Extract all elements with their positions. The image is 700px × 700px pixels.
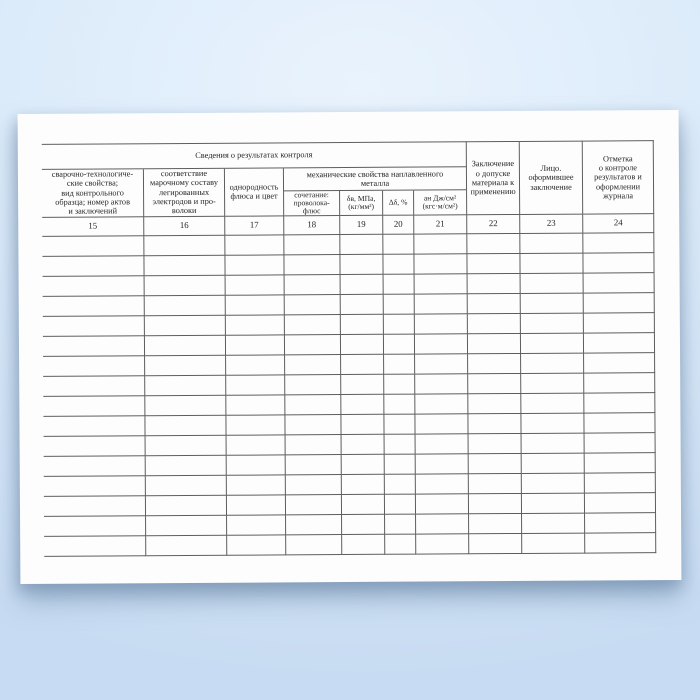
empty-cell xyxy=(43,356,145,377)
empty-cell xyxy=(384,334,415,354)
empty-cell xyxy=(584,393,655,413)
empty-cell xyxy=(415,354,468,374)
empty-cell xyxy=(226,315,285,335)
empty-cell xyxy=(145,295,226,315)
empty-cell xyxy=(341,275,384,295)
empty-cell xyxy=(521,353,584,373)
empty-cell xyxy=(285,395,341,415)
empty-cell xyxy=(415,294,468,314)
empty-cell xyxy=(226,395,285,415)
empty-cell xyxy=(414,254,467,274)
column-header-21: ан Дж/см² (кгс·м/см²) xyxy=(414,190,467,215)
empty-cell xyxy=(584,413,655,433)
empty-cell xyxy=(469,514,522,534)
empty-cell xyxy=(286,495,342,515)
section-header-cell: Сведения о результатах контроля xyxy=(42,141,467,170)
empty-cell xyxy=(341,315,384,335)
empty-cell xyxy=(285,315,341,335)
empty-cell xyxy=(468,374,521,394)
empty-cell xyxy=(146,515,227,535)
column-number-19: 19 xyxy=(340,216,383,235)
empty-cell xyxy=(521,413,584,433)
column-number-22: 22 xyxy=(467,215,520,234)
empty-cell xyxy=(522,533,585,553)
empty-cell xyxy=(44,496,146,517)
empty-cell xyxy=(146,455,227,475)
empty-cell xyxy=(341,335,384,355)
empty-cell xyxy=(415,274,468,294)
empty-cell xyxy=(227,515,286,535)
empty-cell xyxy=(521,393,584,413)
empty-cell xyxy=(286,515,342,535)
empty-cell xyxy=(145,335,226,355)
empty-cell xyxy=(146,495,227,515)
empty-cell xyxy=(226,275,285,295)
empty-cell xyxy=(383,234,414,254)
empty-cell xyxy=(522,473,585,493)
empty-cell xyxy=(227,435,286,455)
column-header-20: Δδ, % xyxy=(383,191,414,216)
empty-cell xyxy=(225,235,284,255)
empty-cell xyxy=(468,274,521,294)
empty-cell xyxy=(583,253,654,273)
empty-cell xyxy=(286,475,342,495)
empty-cell xyxy=(44,456,146,477)
empty-cell xyxy=(43,276,145,297)
journal-page xyxy=(18,110,682,584)
empty-cell xyxy=(583,233,654,253)
column-number-23: 23 xyxy=(520,214,583,233)
empty-cell xyxy=(146,435,227,455)
column-header-15: сварочно-технологиче- ские свойства; вид контрольного образца; номер актов и заключений xyxy=(42,169,144,217)
empty-cell xyxy=(468,294,521,314)
empty-cell xyxy=(468,334,521,354)
empty-cell xyxy=(44,476,146,497)
column-number-15: 15 xyxy=(42,217,144,237)
empty-cell xyxy=(469,474,522,494)
column-number-18: 18 xyxy=(284,216,340,235)
empty-cell xyxy=(285,355,341,375)
empty-cell xyxy=(43,296,145,317)
empty-cell xyxy=(342,495,385,515)
column-header-24: Отметка о контроле результатов и оформлении журнала xyxy=(583,140,654,214)
empty-cell xyxy=(145,355,226,375)
column-header-16: соответствие марочному составу легированных электродов и про- волоки xyxy=(144,169,225,217)
empty-cell xyxy=(284,235,340,255)
empty-cell xyxy=(144,235,225,255)
empty-cell xyxy=(416,494,469,514)
empty-cell xyxy=(145,395,226,415)
empty-cell xyxy=(384,274,415,294)
section-header-row xyxy=(42,140,654,170)
empty-cell xyxy=(585,453,656,473)
empty-cell xyxy=(342,475,385,495)
empty-cell xyxy=(227,455,286,475)
empty-cell xyxy=(286,435,342,455)
empty-cell xyxy=(43,316,145,337)
empty-cell xyxy=(522,433,585,453)
empty-cell xyxy=(145,315,226,335)
empty-cell xyxy=(584,373,655,393)
empty-cell xyxy=(415,314,468,334)
empty-cell xyxy=(44,536,146,557)
column-header-19: δв, МПа, (кг/мм²) xyxy=(340,191,383,216)
empty-cell xyxy=(522,513,585,533)
empty-cell xyxy=(226,335,285,355)
empty-cell xyxy=(44,516,146,537)
empty-cell xyxy=(416,474,469,494)
empty-cell xyxy=(521,273,584,293)
empty-cell xyxy=(286,455,342,475)
empty-cell xyxy=(146,535,227,555)
empty-cell xyxy=(227,535,286,555)
empty-cell xyxy=(226,355,285,375)
empty-cell xyxy=(384,414,415,434)
empty-cell xyxy=(385,474,416,494)
empty-cell xyxy=(415,394,468,414)
empty-cell xyxy=(415,334,468,354)
empty-cell xyxy=(340,255,383,275)
empty-cell xyxy=(469,454,522,474)
empty-cell xyxy=(146,475,227,495)
empty-cell xyxy=(227,495,286,515)
mech-group-header-cell: механические свойства наплавленного металла xyxy=(284,167,467,191)
control-results-table xyxy=(42,140,657,556)
column-number-21: 21 xyxy=(414,215,467,234)
empty-cell xyxy=(226,375,285,395)
empty-cell xyxy=(286,535,342,555)
empty-cell xyxy=(284,255,340,275)
empty-cell xyxy=(584,353,655,373)
column-number-17: 17 xyxy=(225,216,284,235)
empty-cell xyxy=(227,475,286,495)
empty-cell xyxy=(384,314,415,334)
empty-cell xyxy=(416,514,469,534)
empty-cell xyxy=(341,415,384,435)
empty-cell xyxy=(383,254,414,274)
empty-cell xyxy=(468,354,521,374)
empty-cell xyxy=(585,493,656,513)
empty-cell xyxy=(145,375,226,395)
empty-cell xyxy=(341,295,384,315)
empty-cell xyxy=(469,494,522,514)
empty-cell xyxy=(468,414,521,434)
empty-cell xyxy=(522,453,585,473)
empty-cell xyxy=(521,333,584,353)
empty-cell xyxy=(341,375,384,395)
empty-cell xyxy=(469,434,522,454)
empty-cell xyxy=(467,254,520,274)
empty-cell xyxy=(285,295,341,315)
empty-cell xyxy=(342,455,385,475)
empty-cell xyxy=(585,513,656,533)
empty-cell xyxy=(415,374,468,394)
empty-cell xyxy=(226,295,285,315)
empty-cell xyxy=(285,335,341,355)
empty-cell xyxy=(584,313,655,333)
column-number-24: 24 xyxy=(583,214,654,233)
empty-cell xyxy=(415,414,468,434)
empty-cell xyxy=(584,293,655,313)
empty-cell xyxy=(520,253,583,273)
empty-cell xyxy=(522,493,585,513)
empty-cell xyxy=(42,256,144,277)
empty-cell xyxy=(416,454,469,474)
empty-cell xyxy=(226,415,285,435)
empty-cell xyxy=(384,294,415,314)
empty-cell xyxy=(385,534,416,554)
empty-cell xyxy=(145,275,226,295)
empty-cell xyxy=(340,235,383,255)
column-header-23: Лицо. оформившее заключение xyxy=(520,141,583,215)
empty-cell xyxy=(342,435,385,455)
empty-cell xyxy=(44,436,146,457)
empty-cell xyxy=(144,255,225,275)
empty-cell xyxy=(468,314,521,334)
empty-cell xyxy=(384,374,415,394)
empty-cell xyxy=(520,233,583,253)
empty-cell xyxy=(468,394,521,414)
empty-cell xyxy=(416,534,469,554)
empty-cell xyxy=(385,514,416,534)
empty-cell xyxy=(342,515,385,535)
empty-cell xyxy=(43,376,145,397)
empty-cell xyxy=(521,293,584,313)
empty-cell xyxy=(145,415,226,435)
empty-cell xyxy=(521,313,584,333)
column-header-22: Заключение о допуске материала к применению xyxy=(467,141,520,215)
column-header-17: однородность флюса и цвет xyxy=(225,168,284,216)
empty-cell xyxy=(584,333,655,353)
empty-cell xyxy=(342,535,385,555)
table-row xyxy=(44,533,656,557)
empty-cell xyxy=(385,434,416,454)
empty-cell xyxy=(341,395,384,415)
empty-cell xyxy=(416,434,469,454)
empty-cell xyxy=(225,255,284,275)
empty-cell xyxy=(467,234,520,254)
empty-cell xyxy=(585,433,656,453)
empty-cell xyxy=(43,396,145,417)
empty-cell xyxy=(341,355,384,375)
empty-cell xyxy=(585,473,656,493)
column-number-20: 20 xyxy=(383,215,414,234)
empty-cell xyxy=(43,336,145,357)
empty-cell xyxy=(42,236,144,257)
empty-cell xyxy=(385,494,416,514)
empty-cell xyxy=(469,534,522,554)
column-header-18: сочетание: проволока- флюс xyxy=(284,191,340,216)
empty-cell xyxy=(385,454,416,474)
column-number-16: 16 xyxy=(144,216,225,235)
empty-cell xyxy=(414,234,467,254)
empty-cell xyxy=(384,394,415,414)
empty-cell xyxy=(584,273,655,293)
empty-cell xyxy=(285,275,341,295)
empty-cell xyxy=(585,533,656,553)
empty-cell xyxy=(285,375,341,395)
empty-cell xyxy=(43,416,145,437)
empty-cell xyxy=(285,415,341,435)
empty-cell xyxy=(521,373,584,393)
empty-cell xyxy=(384,354,415,374)
